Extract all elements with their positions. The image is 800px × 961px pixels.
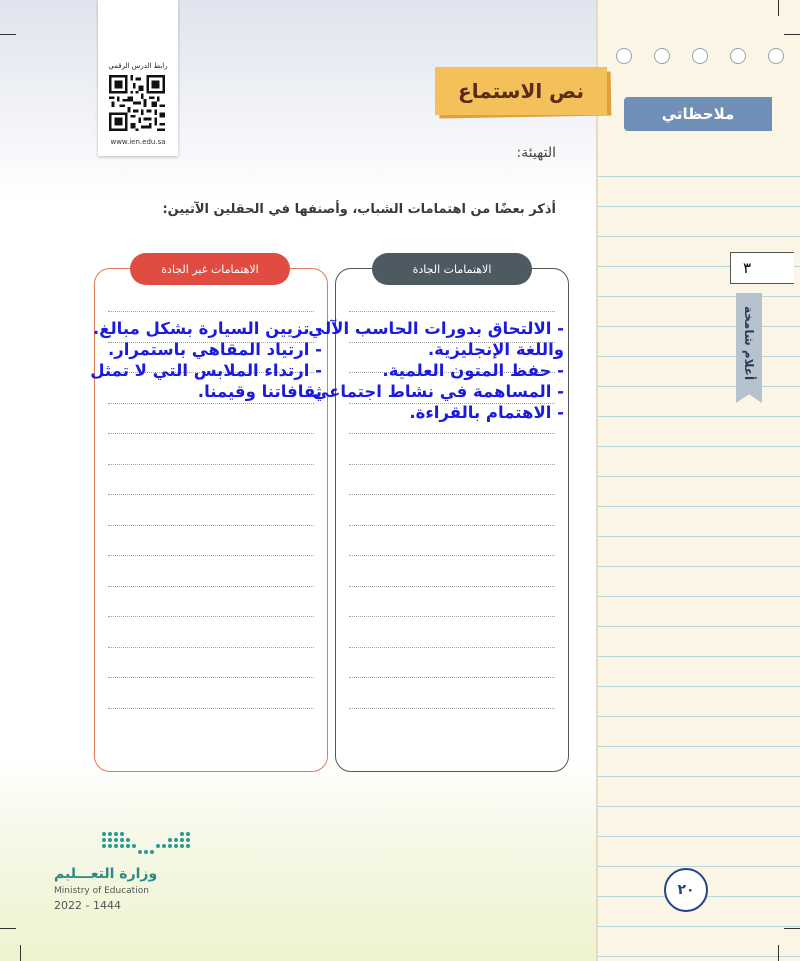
answer-line: - ارتداء الملابس التي لا تمثل (90, 361, 322, 380)
instruction-text: أذكر بعضًا من اهتمامات الشباب، وأصنفها في الحقلين الآتيين: (162, 202, 556, 217)
dotted-line (108, 586, 314, 587)
answer-line: ثقافاتنا وقيمنا. (197, 382, 322, 401)
unit-title: أعلام شامخة (742, 305, 756, 381)
ministry-logo-icon (100, 828, 192, 860)
answer-line: - المساهمة في نشاط اجتماعي. (306, 382, 564, 401)
answer-line: - تزيين السيارة بشكل مبالغ. (92, 319, 322, 338)
dotted-line (349, 555, 555, 556)
dotted-line (349, 525, 555, 526)
dotted-line (108, 525, 314, 526)
unit-number: ٣ (743, 259, 752, 277)
dotted-line (349, 616, 555, 617)
binder-hole (730, 48, 746, 64)
unit-number-box (730, 252, 794, 284)
binder-hole (768, 48, 784, 64)
crop-mark (784, 928, 800, 929)
crop-mark (784, 34, 800, 35)
qr-code-icon[interactable] (109, 75, 165, 131)
dotted-line (349, 677, 555, 678)
crop-mark (778, 0, 779, 16)
dotted-line (108, 311, 314, 312)
dotted-line (108, 677, 314, 678)
warmup-label: التهيئة: (516, 145, 556, 161)
binder-hole (692, 48, 708, 64)
binder-hole (654, 48, 670, 64)
dotted-line (349, 586, 555, 587)
notes-tab (624, 97, 772, 131)
dotted-line (349, 494, 555, 495)
dotted-line (349, 708, 555, 709)
dotted-line (108, 403, 314, 404)
dotted-line (349, 311, 555, 312)
crop-mark (778, 945, 779, 961)
dotted-line (349, 433, 555, 434)
notes-divider (596, 0, 598, 961)
ministry-name-arabic: وزارة التعـــليم (54, 866, 158, 882)
crop-mark (0, 34, 16, 35)
page-number: ٢٠ (664, 868, 708, 912)
dotted-line (349, 464, 555, 465)
dotted-line (108, 616, 314, 617)
dotted-line (108, 647, 314, 648)
dotted-line (108, 708, 314, 709)
serious-interests-label: الاهتمامات الجادة (372, 253, 532, 285)
ministry-name-english: Ministry of Education (54, 886, 149, 896)
dotted-line (349, 647, 555, 648)
dotted-line (108, 494, 314, 495)
dotted-line (108, 433, 314, 434)
ministry-year: 2022 - 1444 (54, 899, 121, 912)
qr-url[interactable]: www.ien.edu.sa (110, 138, 166, 146)
lesson-title: نص الاستماع (435, 67, 607, 115)
nonserious-interests-label: الاهتمامات غير الجادة (130, 253, 290, 285)
crop-mark (20, 945, 21, 961)
nonserious-answers (90, 318, 322, 402)
dotted-line (108, 464, 314, 465)
answer-line: - ارتياد المقاهي باستمرار. (107, 340, 322, 359)
answer-line: - الاهتمام بالقراءة. (409, 403, 564, 422)
answer-line: واللغة الإنجليزية. (427, 340, 564, 359)
answer-line: - حفظ المتون العلمية. (382, 361, 564, 380)
dotted-line (108, 555, 314, 556)
binder-hole (616, 48, 632, 64)
qr-title: رابط الدرس الرقمي (108, 62, 168, 70)
crop-mark (0, 928, 16, 929)
notes-label: ملاحظاتي (661, 105, 735, 123)
serious-answers (306, 318, 564, 423)
answer-line: - الالتحاق بدورات الحاسب الآلي (308, 319, 564, 338)
